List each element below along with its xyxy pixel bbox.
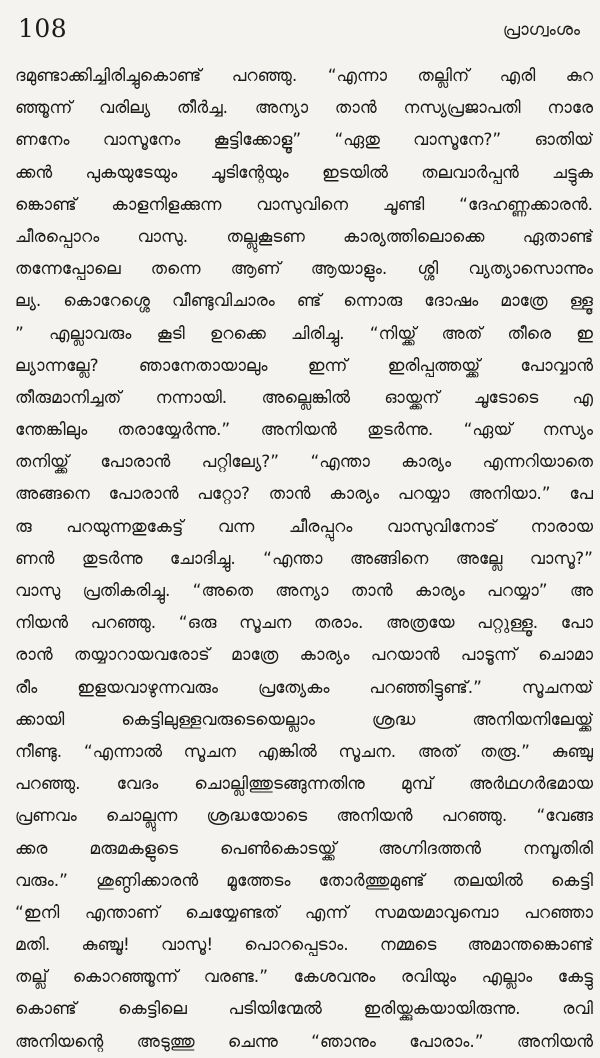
page-number: 108 — [18, 14, 68, 43]
running-title: പ്രാഗ്വംശം — [502, 20, 580, 40]
text-line: ങ്കൊണ്ട് കാളനിളക്കുന്ന വാസുവിനെ ചൂണ്ടി “ദേഹണ്ണക്കാരൻ. — [15, 194, 593, 215]
text-line: നിയൻ പറഞ്ഞു. “ഒരു സൂചന തരാം. അത്രയേ പറ്റുള്ളൂ. പോ — [15, 613, 593, 634]
text-line: തീരുമാനിച്ചത് നന്നായി. അല്ലെങ്കിൽ ഓയ്ക്കന് ചൂടോടെ എ — [15, 387, 593, 408]
text-line: ണൻ തുടർന്നു ചോദിച്ചു. “എന്താ അങ്ങിനെ അല്ലേ വാസൂ?” — [15, 548, 593, 569]
page-header — [0, 0, 600, 60]
text-line: ല്യ. കൊറേശ്ശെ വീണ്ടുവിചാരം ണ്ട് ന്നൊരു ദോഷം മാത്രേ ള്ളൂ — [15, 291, 593, 312]
text-line: അങ്ങനെ പോരാൻ പറ്റോ? താൻ കാര്യം പറയ്യാ അനിയാ.” പേ — [15, 484, 593, 505]
text-line: രു പറയുന്നതുകേട്ട് വന്ന ചീരപ്പുറം വാസുവിനോട് നാരായ — [15, 516, 593, 537]
text-line: പറഞ്ഞു. വേദം ചൊല്ലിത്തുടങ്ങുന്നതിനു മുമ്പ് അർഥഗർഭമായ — [15, 774, 593, 795]
body-text — [15, 60, 593, 1058]
text-line: രീം ഇളയവാഴുന്നവരും പ്രത്യേകം പറഞ്ഞിട്ടുണ്ട്.” സൂചനയ് — [15, 677, 593, 698]
text-line: ക്കര മരുമകളുടെ പെൺകൊടയ്ക്ക് അഗ്നിദത്തൻ നമ്പൂതിരി — [15, 838, 593, 859]
text-line: പ്രണവം ചൊല്ലുന്ന ശ്രദ്ധയോടെ അനിയൻ പറഞ്ഞു. “വേങ്ങ — [15, 806, 593, 827]
text-line: മതി. കുഞ്ചൂ! വാസൂ! പൊറപ്പെടാം. നമ്മടെ അമാന്തങ്കൊണ്ട് — [15, 935, 593, 956]
text-line: തല്ല് കൊറഞ്ഞൂന്ന് വരണ്ട.” കേശവനും രവിയും എല്ലാം കേട്ടു — [15, 967, 593, 988]
text-line: “ഇനി എന്താണ് ചെയ്യേണ്ടത് എന്ന് സമയമാവുമ്പൊ പറഞ്ഞാ — [15, 902, 593, 923]
text-line: തന്നേപ്പോലെ തന്നെ ആണ് ആയാളും. ശ്ശി വ്യത്യാസൊന്നും — [15, 259, 593, 280]
text-line: ചീരപ്പൊറം വാസു. തല്ലുകൂടണ കാര്യത്തിലൊക്കെ ഏതാണ്ട് — [15, 226, 593, 247]
text-line: വരും.” ശുണ്ഠിക്കാരൻ മൂത്തേടം തോർത്തുമുണ്ട് തലയിൽ കെട്ടി — [15, 870, 593, 891]
text-line: ” എല്ലാവരും കൂടി ഉറക്കെ ചിരിച്ചു. “നിയ്ക്ക് അത് തീരെ ഇ — [15, 323, 593, 344]
text-line: രാൻ തയ്യാറായവരോട് മാത്രേ കാര്യം പറയാൻ പാടൂന്ന് ചൊമാ — [15, 645, 593, 666]
text-line: നീണ്ടു. “എന്നാൽ സൂചന എങ്കിൽ സൂചന. അത് തരൂ.” കുഞ്ചു — [15, 741, 593, 762]
text-line: ക്കൻ പുകയുടേയും ചൂടിന്റേയും ഇടയിൽ തലവാർപ്പൻ ചട്ടുക — [15, 162, 593, 183]
text-line: അനിയന്റെ അടുത്തു ചെന്നു “ഞാനും പോരാം.” അനിയൻ — [15, 1031, 593, 1052]
text-line: ന്തേങ്കിലും തരായ്യേർന്നു.” അനിയൻ തുടർന്നു. “ഏയ് നസ്യം — [15, 420, 593, 441]
text-line: തനിയ്ക്ക് പോരാൻ പറ്റില്യേ?” “എന്താ കാര്യം എന്നറിയാതെ — [15, 452, 593, 473]
text-line: ണനേം വാസൂനേം കൂട്ടിക്കോളൂ” “ഏതു വാസൂനേ?” ഓതിയ് — [15, 130, 593, 151]
text-line: ക്കായി കെട്ടിലുള്ളവരുടെയെല്ലാം ശ്രദ്ധ അനിയനിലേയ്ക്ക് — [15, 709, 593, 730]
text-line: കൊണ്ട് കെട്ടിലെ പടിയിന്മേൽ ഇരിയ്ക്കുകയായിരുന്നു. രവി — [15, 999, 593, 1020]
text-line: വാസു പ്രതികരിച്ചു. “അതെ അന്യാ താൻ കാര്യം പറയ്യാ” അ — [15, 581, 593, 601]
text-line: ഞ്ഞൂന്ന് വരില്യ തീർച്ച. അന്യാ താൻ നസ്യപ്രജാപതി നാരേ — [15, 98, 593, 119]
text-line: ല്യാന്നല്ലേ? ഞാനേതായാലും ഇന്ന് ഇരിപ്പത്തയ്ക്ക് പോവ്വാൻ — [15, 355, 593, 376]
text-line: ദമുണ്ടാക്കിച്ചിരിച്ചുകൊണ്ട് പറഞ്ഞു. “എന്നാ തല്ലിന് എരി കുറ — [15, 66, 593, 86]
